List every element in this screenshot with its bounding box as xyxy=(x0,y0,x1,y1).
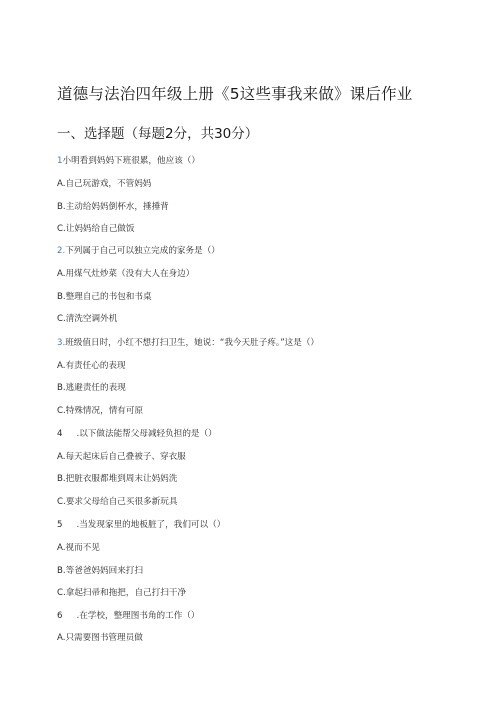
question-4-option-c: C.要求父母给自己买很多新玩具 xyxy=(57,497,178,507)
question-6-option-a: A.只需要图书管理员做 xyxy=(57,633,143,643)
question-text: 班级值日时，小红不想打扫卫生，她说：“我今天肚子疼。”这是（） xyxy=(65,338,320,348)
question-5-stem xyxy=(57,520,225,531)
question-text: .以下做法能帮父母减轻负担的是（） xyxy=(76,429,217,439)
question-1-option-a: A.自己玩游戏，不管妈妈 xyxy=(57,179,152,189)
question-text: .在学校，整理图书角的工作（） xyxy=(76,611,200,621)
question-number: 5 xyxy=(57,520,63,530)
question-1-option-c: C.让妈妈给自己做饭 xyxy=(57,224,135,234)
question-4-stem xyxy=(57,429,217,440)
question-2-option-b: B.整理自己的书包和书桌 xyxy=(57,292,152,302)
section-heading: 一、选择题（每题2分，共30分） xyxy=(57,126,259,142)
question-text: 小明看到妈妈下班很累，他应该（） xyxy=(62,156,200,166)
question-number: 2. xyxy=(57,246,66,256)
question-2-stem xyxy=(57,246,220,257)
question-3-option-c: C.特殊情况，情有可原 xyxy=(57,406,144,416)
question-5-option-b: B.等爸爸妈妈回来打扫 xyxy=(57,566,143,576)
question-3-option-b: B.逃避责任的表现 xyxy=(57,383,126,393)
question-number: 4 xyxy=(57,429,63,439)
question-5-option-c: C.拿起扫帚和拖把，自己打扫干净 xyxy=(57,588,187,598)
question-number: 3. xyxy=(57,338,66,348)
question-text: 下列属于自己可以独立完成的家务是（） xyxy=(65,246,220,256)
question-3-stem xyxy=(57,338,319,349)
question-number: 6 xyxy=(57,611,63,621)
question-number: 1 xyxy=(57,156,63,166)
question-4-option-a: A.每天起床后自己叠被子、穿衣服 xyxy=(57,452,186,462)
question-6-stem xyxy=(57,611,200,622)
question-1-stem xyxy=(57,156,200,167)
question-5-option-a: A.视而不见 xyxy=(57,543,100,553)
document-title: 道德与法治四年级上册《5这些事我来做》课后作业 xyxy=(57,85,413,103)
question-2-option-a: A.用煤气灶炒菜（没有大人在身边） xyxy=(57,269,195,279)
question-3-option-a: A.有责任心的表现 xyxy=(57,361,126,371)
question-1-option-b: B.主动给妈妈倒杯水，捶捶背 xyxy=(57,202,169,212)
question-text: .当发现家里的地板脏了，我们可以（） xyxy=(76,520,226,530)
question-2-option-c: C.清洗空调外机 xyxy=(57,314,118,324)
question-4-option-b: B.把脏衣服都堆到周末让妈妈洗 xyxy=(57,474,178,484)
